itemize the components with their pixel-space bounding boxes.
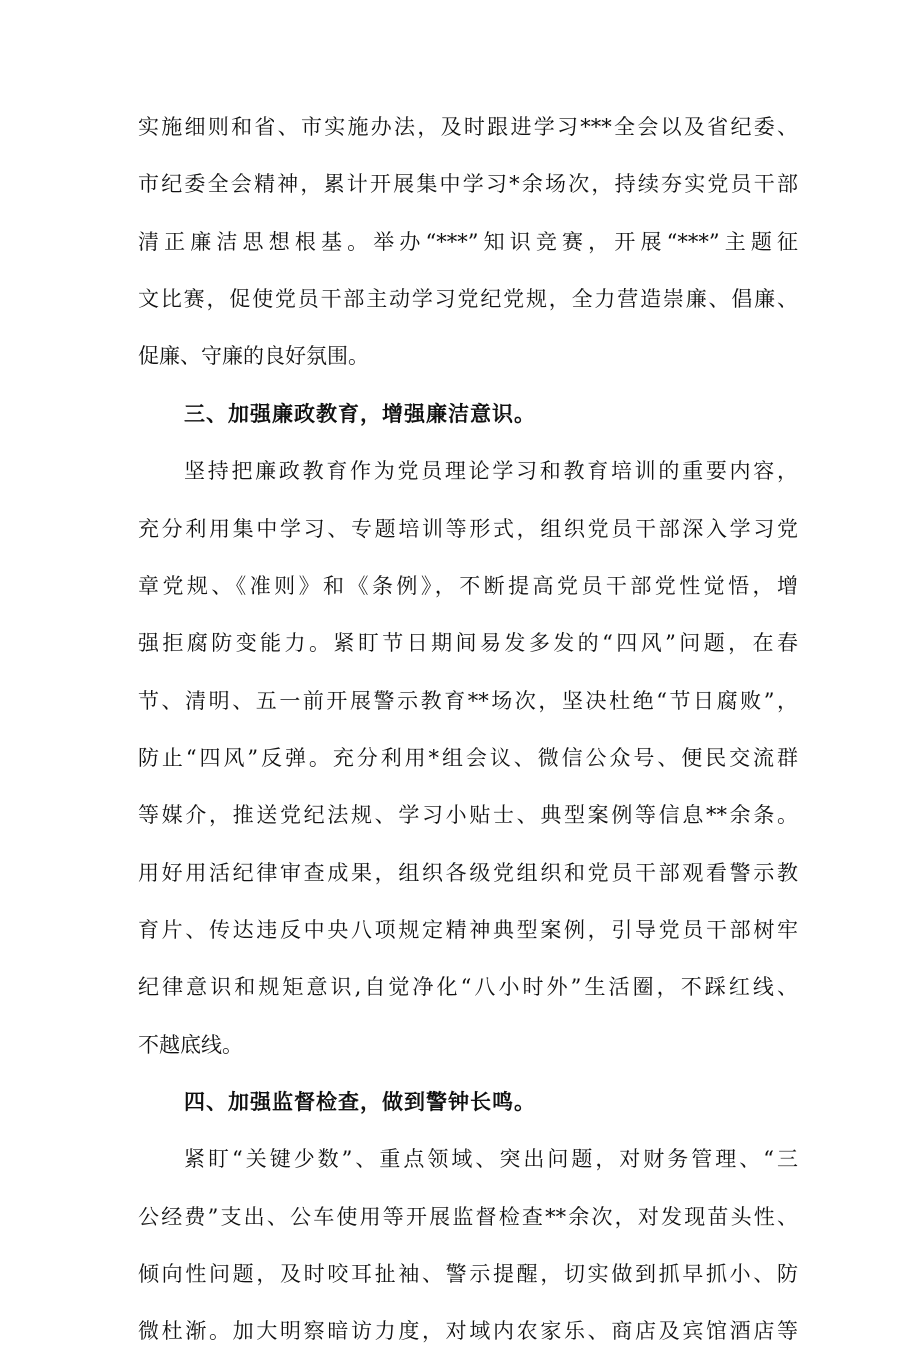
paragraph-line: 节、清明、五一前开展警示教育**场次，坚决杜绝“节日腐败”，	[138, 689, 798, 713]
paragraph-line: 倾向性问题，及时咬耳扯袖、警示提醒，切实做到抓早抓小、防	[138, 1262, 798, 1286]
paragraph-line: 清正廉洁思想根基。举办“***”知识竞赛，开展“***”主题征	[138, 230, 798, 254]
paragraph-line: 防止“四风”反弹。充分利用*组会议、微信公众号、便民交流群	[138, 746, 798, 770]
paragraph-line: 紧盯“关键少数”、重点领域、突出问题，对财务管理、“三	[184, 1147, 798, 1171]
paragraph-line: 强拒腐防变能力。紧盯节日期间易发多发的“四风”问题，在春	[138, 631, 798, 655]
paragraph-line: 文比赛，促使党员干部主动学习党纪党规，全力营造崇廉、倡廉、	[138, 287, 798, 311]
section-3-heading: 三、加强廉政教育，增强廉洁意识。	[184, 402, 536, 426]
paragraph-line: 纪律意识和规矩意识,自觉净化“八小时外”生活圈，不踩红线、	[138, 975, 798, 999]
paragraph-line: 章党规、《准则》和《条例》，不断提高党员干部党性觉悟，增	[138, 574, 798, 598]
paragraph-line: 促廉、守廉的良好氛围。	[138, 344, 369, 368]
paragraph-line: 用好用活纪律审查成果，组织各级党组织和党员干部观看警示教	[138, 861, 798, 885]
paragraph-line: 育片、传达违反中央八项规定精神典型案例，引导党员干部树牢	[138, 918, 798, 942]
paragraph-line: 坚持把廉政教育作为党员理论学习和教育培训的重要内容，	[184, 459, 798, 483]
paragraph-line: 实施细则和省、市实施办法，及时跟进学习***全会以及省纪委、	[138, 115, 798, 139]
section-4-heading: 四、加强监督检查，做到警钟长鸣。	[184, 1090, 536, 1114]
paragraph-line: 市纪委全会精神，累计开展集中学习*余场次，持续夯实党员干部	[138, 172, 798, 196]
paragraph-line: 充分利用集中学习、专题培训等形式，组织党员干部深入学习党	[138, 517, 798, 541]
paragraph-line: 微杜渐。加大明察暗访力度，对域内农家乐、商店及宾馆酒店等	[138, 1319, 798, 1343]
paragraph-line: 公经费”支出、公车使用等开展监督检查**余次，对发现苗头性、	[138, 1205, 798, 1229]
paragraph-line: 等媒介，推送党纪法规、学习小贴士、典型案例等信息**余条。	[138, 803, 798, 827]
paragraph-line: 不越底线。	[138, 1033, 243, 1057]
